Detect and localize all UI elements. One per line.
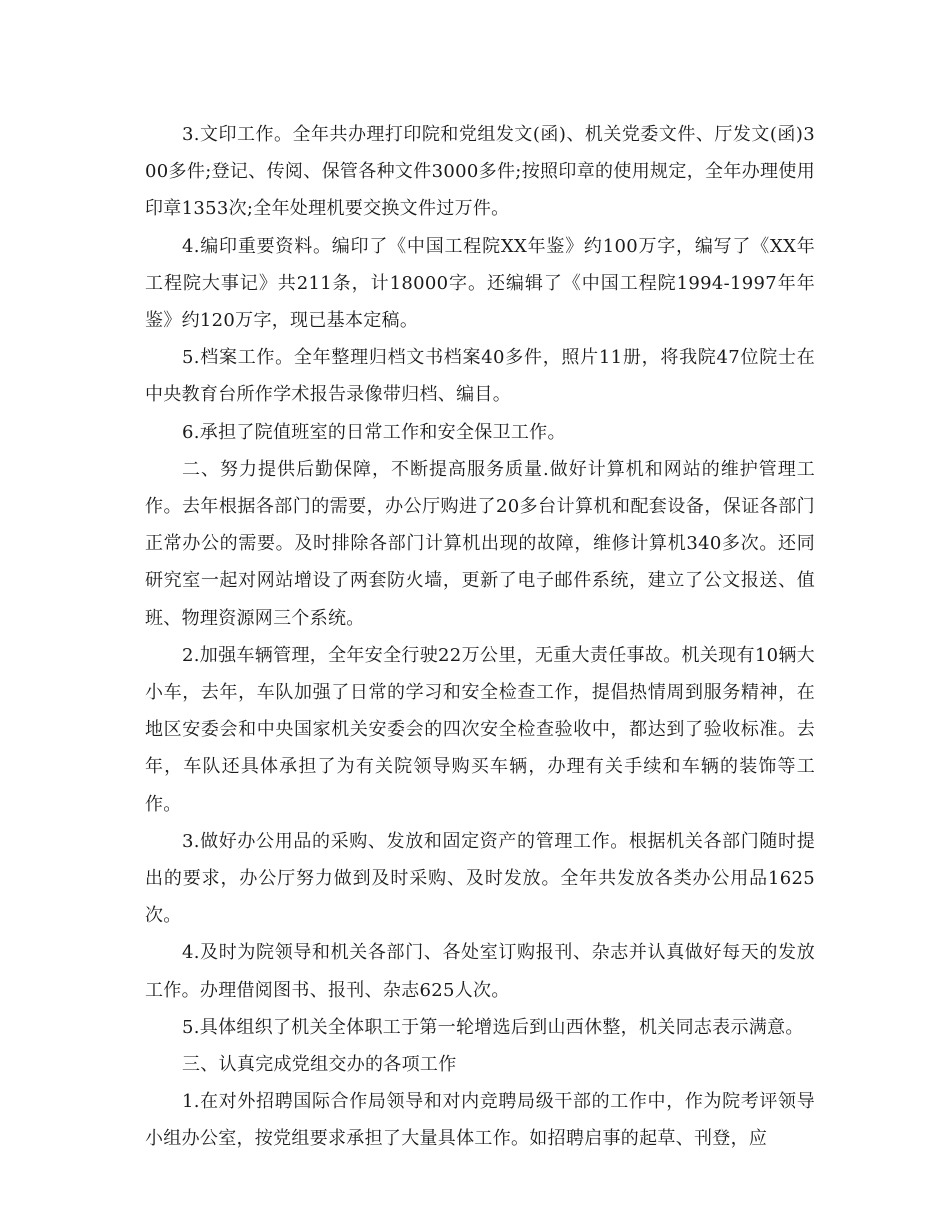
section-heading-party-tasks: 三、认真完成党组交办的各项工作 xyxy=(182,1054,457,1076)
paragraph-printing-work: 3.文印工作。全年共办理打印院和党组发文(函)、机关党委文件、厅发文(函)300多件;登记、传阅、保管各种文件3000多件;按照印章的使用规定，全年办理使用印章1353次;全年处理机要交换文件过万件。 xyxy=(145,124,815,220)
paragraph-archive-work: 5.档案工作。全年整理归档文书档案40多件，照片11册，将我院47位院士在中央教育台所作学术报告录像带归档、编目。 xyxy=(145,347,815,406)
paragraph-recruitment-work: 1.在对外招聘国际合作局领导和对内竞聘局级干部的工作中，作为院考评领导小组办公室，按党组要求承担了大量具体工作。如招聘启事的起草、刊登，应 xyxy=(145,1091,815,1150)
paragraph-duty-room: 6.承担了院值班室的日常工作和安全保卫工作。 xyxy=(182,421,566,443)
paragraph-important-materials: 4.编印重要资料。编印了《中国工程院XX年鉴》约100万字，编写了《XX年工程院大事记》共211条，计18000字。还编辑了《中国工程院1994-1997年年鉴》约120万字，现已基本定稿。 xyxy=(145,235,815,332)
paragraph-staff-retreat: 5.具体组织了机关全体职工于第一轮增选后到山西休整，机关同志表示满意。 xyxy=(182,1016,804,1038)
paragraph-office-supplies: 3.做好办公用品的采购、发放和固定资产的管理工作。根据机关各部门随时提出的要求，办公厅努力做到及时采购、及时发放。全年共发放各类办公用品1625次。 xyxy=(145,830,815,927)
paragraph-newspaper-subscription: 4.及时为院领导和机关各部门、各处室订购报刊、杂志并认真做好每天的发放工作。办理借阅图书、报刊、杂志625人次。 xyxy=(145,942,815,1001)
paragraph-vehicle-management: 2.加强车辆管理，全年安全行驶22万公里，无重大责任事故。机关现有10辆大小车，去年，车队加强了日常的学习和安全检查工作，提倡热情周到服务精神，在地区安委会和中央国家机关安委会的四次安全检查验收中，都达到了验收标准。去年，车队还具体承担了为有关院领导购买车辆，办理有关手续和车辆的装饰等工作。 xyxy=(145,644,815,815)
paragraph-logistics-support: 二、努力提供后勤保障，不断提高服务质量.做好计算机和网站的维护管理工作。去年根据各部门的需要，办公厅购进了20多台计算机和配套设备，保证各部门正常办公的需要。及时排除各部门计算机出现的故障，维修计算机340多次。还同研究室一起对网站增设了两套防火墙，更新了电子邮件系统，建立了公文报送、值班、物理资源网三个系统。 xyxy=(145,458,815,629)
document-body xyxy=(145,116,815,1158)
